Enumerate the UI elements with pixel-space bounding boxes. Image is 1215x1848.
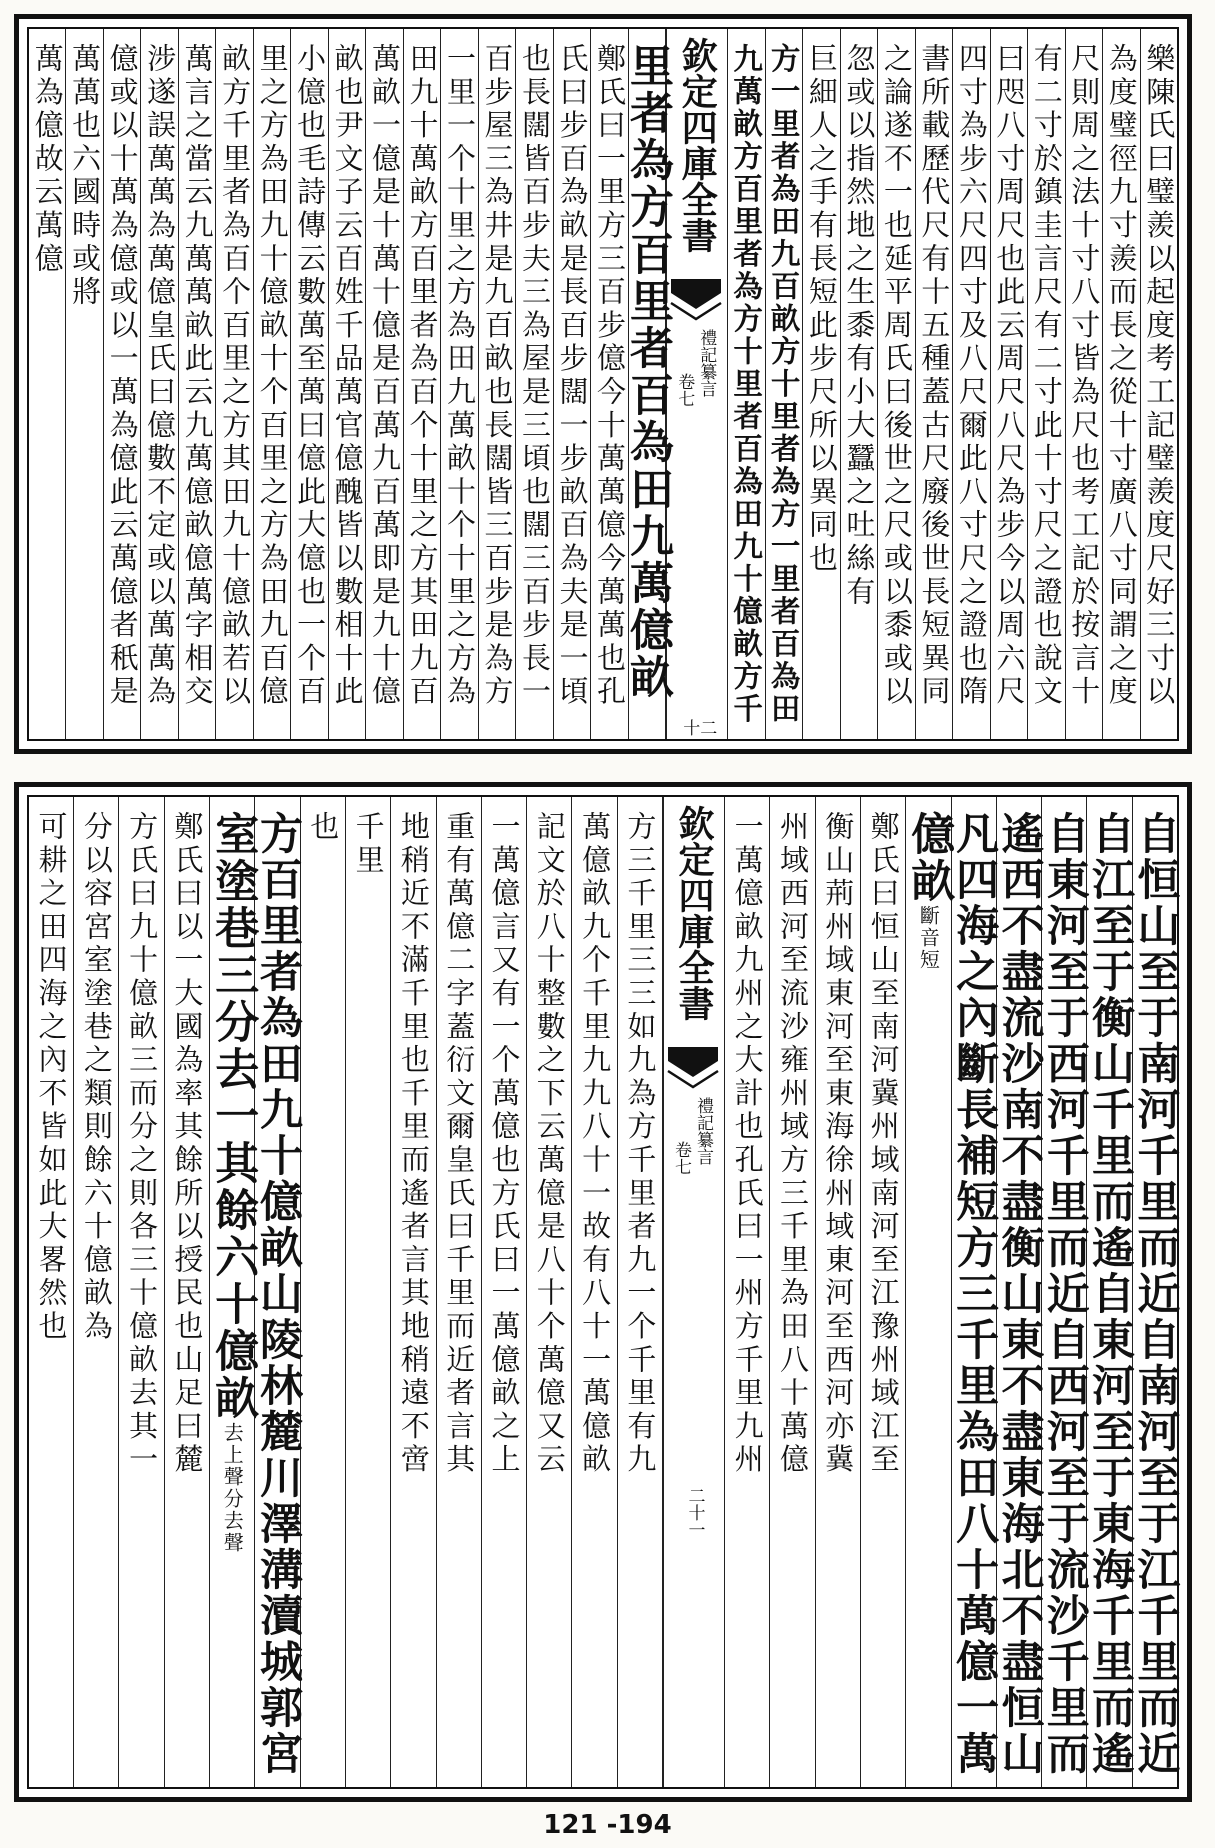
column-text: 四寸為步六尺四寸及八尺爾此八寸尺之證也隋 bbox=[954, 43, 989, 709]
text-column bbox=[572, 797, 617, 1787]
text-column bbox=[1085, 797, 1136, 1787]
fishtail-mark-icon bbox=[668, 1047, 718, 1089]
text-column bbox=[441, 29, 478, 739]
column-text: 重有萬億二字蓋衍文爾皇氏曰千里而近者言其 bbox=[442, 811, 477, 1477]
footer-page-number: 121 -194 bbox=[543, 1810, 672, 1840]
text-column bbox=[1130, 797, 1181, 1787]
volume-label: 卷七 bbox=[674, 373, 695, 407]
text-column bbox=[816, 797, 861, 1787]
column-text: 畝方千里者為百个百里之方其田九十億畝若以 bbox=[218, 43, 253, 709]
bottom-page bbox=[14, 782, 1192, 1802]
column-text: 萬萬也六國時或將 bbox=[68, 43, 103, 310]
column-text: 遙西不盡流沙南不盡衡山東不盡東海北不盡恒山 bbox=[994, 811, 1045, 1777]
column-text: 鄭氏曰恒山至南河冀州域南河至江豫州域江至 bbox=[866, 811, 901, 1477]
column-text: 方百里者為田九十億畝山陵林麓川澤溝瀆城郭宮 bbox=[253, 811, 303, 1777]
text-column bbox=[346, 797, 391, 1787]
text-column bbox=[29, 797, 74, 1787]
text-column bbox=[141, 29, 178, 739]
column-text: 涉遂誤萬萬為萬億皇氏曰億數不定或以萬萬為 bbox=[143, 43, 178, 709]
text-column bbox=[766, 29, 803, 739]
text-column bbox=[949, 797, 1000, 1787]
column-text: 凡四海之內斷長補短方三千里為田八十萬億一萬 bbox=[949, 811, 1000, 1777]
column-text: 有二寸於鎮圭言尺有二寸此十寸尺之證也說文 bbox=[1029, 43, 1064, 709]
text-column bbox=[66, 29, 103, 739]
column-text: 曰咫八寸周尺也此云周尺八尺為步今以周六尺 bbox=[992, 43, 1027, 709]
column-text: 記文於八十整數之下云萬億是八十个萬億又云 bbox=[532, 811, 567, 1477]
column-text: 一萬億畝九州之大計也孔氏曰一州方千里九州 bbox=[730, 811, 765, 1477]
text-column bbox=[479, 29, 516, 739]
text-column bbox=[725, 797, 770, 1787]
text-column bbox=[1039, 797, 1090, 1787]
text-column bbox=[841, 29, 878, 739]
column-text: 億或以十萬為億或以一萬為億此云萬億者秖是 bbox=[105, 43, 140, 709]
text-column bbox=[621, 29, 673, 739]
text-column bbox=[803, 29, 840, 739]
column-text: 尺則周之法十寸八寸皆為尺也考工記於按言十 bbox=[1067, 43, 1102, 709]
column-text: 田九十萬畝方百里者為百个十里之方其田九百 bbox=[405, 43, 440, 709]
bottom-page-columns bbox=[29, 797, 1181, 1787]
column-text: 氏曰步百為畝是長百步闊一步畝百為夫是一頃 bbox=[555, 43, 590, 709]
leaf-number: 二十 bbox=[679, 719, 717, 736]
text-column bbox=[591, 29, 628, 739]
column-text: 畝也尹文子云百姓千品萬官億醜皆以數相十此 bbox=[330, 43, 365, 709]
column-text: 萬億畝九个千里九九八十一故有八十一萬億畝 bbox=[578, 811, 613, 1477]
text-column bbox=[878, 29, 915, 739]
book-title: 欽定四庫全書 bbox=[676, 37, 719, 253]
column-text: 可耕之田四海之內不皆如此大畧然也 bbox=[34, 811, 69, 1344]
book-subtitle: 禮記纂言 bbox=[696, 329, 717, 397]
text-column bbox=[437, 797, 482, 1787]
text-column bbox=[216, 29, 253, 739]
fishtail-mark-icon bbox=[671, 279, 721, 321]
column-text: 九萬畝方百里者為方十里者百為田九十億畝方千 bbox=[729, 43, 765, 726]
top-page bbox=[14, 14, 1192, 754]
column-text: 萬畝一億是十萬十億是百萬九百萬即是九十億 bbox=[368, 43, 403, 709]
text-column bbox=[861, 797, 906, 1787]
column-text: 樂陳氏曰璧羨以起度考工記璧羨度尺好三寸以 bbox=[1142, 43, 1177, 709]
annotation: 斷音短 bbox=[916, 905, 941, 971]
top-page-frame bbox=[27, 27, 1179, 741]
column-text: 之論遂不一也延平周氏曰後世之尺或以黍或以 bbox=[879, 43, 914, 709]
text-column bbox=[728, 29, 765, 739]
text-column bbox=[770, 797, 815, 1787]
column-text: 里者為方百里者百為田九萬億畝 bbox=[621, 43, 673, 701]
center-header-column bbox=[666, 29, 728, 739]
top-page-columns bbox=[29, 29, 1177, 739]
column-text: 地稍近不滿千里也千里而遙者言其地稍遠不啻 bbox=[396, 811, 431, 1477]
column-text: 室塗巷三分去一其餘六十億畝去上聲分去聲 bbox=[207, 811, 259, 1554]
text-column bbox=[404, 29, 441, 739]
center-header-column bbox=[663, 797, 725, 1787]
column-text: 一里一个十里之方為田九萬畝十个十里之方為 bbox=[443, 43, 478, 709]
text-column bbox=[366, 29, 403, 739]
volume-label: 卷七 bbox=[671, 1141, 692, 1175]
book-subtitle: 禮記纂言 bbox=[693, 1097, 714, 1165]
column-text: 方氏曰九十億畝三而分之則各三十億畝去其一 bbox=[125, 811, 160, 1477]
text-column bbox=[1103, 29, 1140, 739]
text-column bbox=[953, 29, 990, 739]
text-column bbox=[301, 797, 346, 1787]
column-text: 分以容宮室塗巷之類則餘六十億畝為 bbox=[79, 811, 114, 1344]
text-column bbox=[554, 29, 591, 739]
text-column bbox=[29, 29, 66, 739]
text-column bbox=[179, 29, 216, 739]
column-text: 一萬億言又有一个萬億也方氏曰一萬億畝之上 bbox=[487, 811, 522, 1477]
column-text: 小億也毛詩傳云數萬至萬曰億此大億也一个百 bbox=[293, 43, 328, 709]
column-text: 書所載歷代尺有十五種蓋古尺廢後世長短異同 bbox=[917, 43, 952, 709]
column-text: 百步屋三為井是九百畝也長闊皆三百步是為方 bbox=[480, 43, 515, 709]
column-text: 自東河至于西河千里而近自西河至于流沙千里而 bbox=[1039, 811, 1090, 1777]
text-column bbox=[207, 797, 259, 1787]
text-column bbox=[1066, 29, 1103, 739]
column-text: 為度璧徑九寸羨而長之從十寸廣八寸同謂之度 bbox=[1104, 43, 1139, 709]
text-column bbox=[74, 797, 119, 1787]
column-text: 鄭氏曰以一大國為率其餘所以授民也山足曰麓 bbox=[170, 811, 205, 1477]
column-text: 州域西河至流沙雍州域方三千里為田八十萬億 bbox=[775, 811, 810, 1477]
text-column bbox=[119, 797, 164, 1787]
column-text: 億畝斷音短 bbox=[903, 811, 955, 971]
column-text: 巨細人之手有長短此步尺所以異同也 bbox=[804, 43, 839, 576]
text-column bbox=[104, 29, 141, 739]
text-column bbox=[165, 797, 210, 1787]
text-column bbox=[903, 797, 955, 1787]
text-column bbox=[1141, 29, 1177, 739]
column-text: 萬言之當云九萬萬畝此云九萬億畝億萬字相交 bbox=[180, 43, 215, 709]
text-column bbox=[291, 29, 328, 739]
column-text: 方一里者為田九百畝方十里者為方一里者百為田 bbox=[766, 43, 802, 726]
column-text: 方三千里三三如九為方千里者九一个千里有九 bbox=[623, 811, 658, 1477]
text-column bbox=[482, 797, 527, 1787]
text-column bbox=[253, 797, 303, 1787]
column-text: 衡山荊州域東河至東海徐州域東河至西河亦冀 bbox=[821, 811, 856, 1477]
text-column bbox=[916, 29, 953, 739]
column-text: 里之方為田九十億畝十个百里之方為田九百億 bbox=[255, 43, 290, 709]
column-text: 也長闊皆百步夫三為屋是三頃也闊三百步長一 bbox=[517, 43, 552, 709]
text-column bbox=[618, 797, 663, 1787]
text-column bbox=[991, 29, 1028, 739]
text-column bbox=[391, 797, 436, 1787]
column-text: 萬為億故云萬億 bbox=[30, 43, 65, 277]
text-column bbox=[254, 29, 291, 739]
text-column bbox=[1028, 29, 1065, 739]
column-text: 千里 bbox=[351, 811, 386, 878]
text-column bbox=[516, 29, 553, 739]
column-text: 自江至于衡山千里而遙自東河至于東海千里而遙 bbox=[1085, 811, 1136, 1777]
column-text: 忽或以指然地之生黍有小大蠶之吐絲有 bbox=[842, 43, 877, 610]
column-text: 自恒山至于南河千里而近自南河至于江千里而近 bbox=[1130, 811, 1181, 1777]
book-title: 欽定四庫全書 bbox=[673, 805, 716, 1021]
annotation: 去上聲分去聲 bbox=[220, 1422, 245, 1554]
text-column bbox=[527, 797, 572, 1787]
bottom-page-frame bbox=[27, 795, 1179, 1789]
column-text: 鄭氏曰一里方三百步億今十萬萬億今萬萬也孔 bbox=[592, 43, 627, 709]
leaf-number: 二十一 bbox=[684, 1487, 705, 1538]
text-column bbox=[994, 797, 1045, 1787]
text-column bbox=[329, 29, 366, 739]
column-text: 也 bbox=[306, 811, 341, 845]
